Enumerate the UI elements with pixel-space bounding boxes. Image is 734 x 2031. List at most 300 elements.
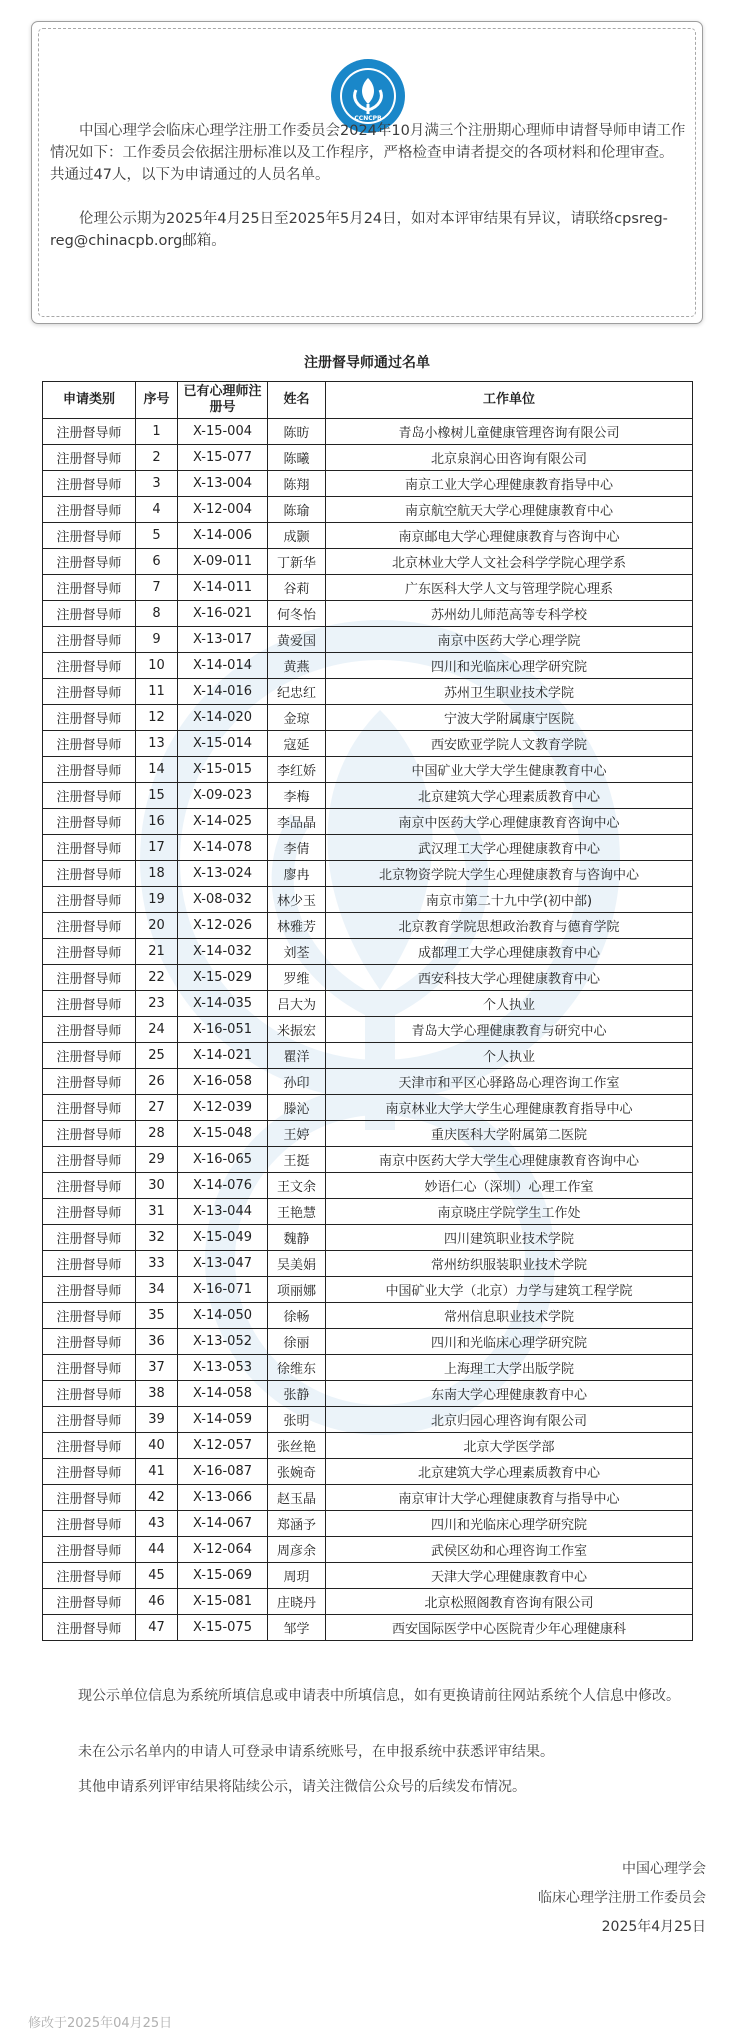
cell-category: 注册督导师 xyxy=(43,549,136,575)
cell-registration-id: X-16-058 xyxy=(178,1069,268,1095)
cell-name: 廖冉 xyxy=(268,861,326,887)
cell-name: 张静 xyxy=(268,1381,326,1407)
cell-category: 注册督导师 xyxy=(43,1017,136,1043)
cell-registration-id: X-13-047 xyxy=(178,1251,268,1277)
cell-registration-id: X-13-024 xyxy=(178,861,268,887)
header-category: 申请类别 xyxy=(43,382,136,419)
cell-registration-id: X-14-058 xyxy=(178,1381,268,1407)
cell-workplace: 南京晓庄学院学生工作处 xyxy=(326,1199,693,1225)
table-row xyxy=(43,679,693,705)
cell-registration-id: X-14-011 xyxy=(178,575,268,601)
cell-workplace: 苏州幼儿师范高等专科学校 xyxy=(326,601,693,627)
cell-category: 注册督导师 xyxy=(43,627,136,653)
cell-workplace: 上海理工大学出版学院 xyxy=(326,1355,693,1381)
cell-registration-id: X-14-006 xyxy=(178,523,268,549)
cell-workplace: 南京中医药大学心理健康教育咨询中心 xyxy=(326,809,693,835)
cell-category: 注册督导师 xyxy=(43,1121,136,1147)
cell-category: 注册督导师 xyxy=(43,601,136,627)
table-row xyxy=(43,1459,693,1485)
cell-category: 注册督导师 xyxy=(43,419,136,445)
cell-name: 项丽娜 xyxy=(268,1277,326,1303)
cell-name: 周彦余 xyxy=(268,1537,326,1563)
table-row xyxy=(43,1043,693,1069)
cell-name: 黄爱国 xyxy=(268,627,326,653)
cell-name: 吕大为 xyxy=(268,991,326,1017)
table-row xyxy=(43,991,693,1017)
cell-registration-id: X-15-069 xyxy=(178,1563,268,1589)
cell-registration-id: X-14-050 xyxy=(178,1303,268,1329)
cell-workplace: 北京松照阁教育咨询有限公司 xyxy=(326,1589,693,1615)
cell-name: 寇延 xyxy=(268,731,326,757)
cell-category: 注册督导师 xyxy=(43,1615,136,1641)
cell-number: 16 xyxy=(136,809,178,835)
cell-name: 张丝艳 xyxy=(268,1433,326,1459)
cell-workplace: 南京邮电大学心理健康教育与咨询中心 xyxy=(326,523,693,549)
cell-name: 郑涵予 xyxy=(268,1511,326,1537)
cell-category: 注册督导师 xyxy=(43,1589,136,1615)
cell-number: 41 xyxy=(136,1459,178,1485)
table-row xyxy=(43,1303,693,1329)
cell-number: 6 xyxy=(136,549,178,575)
cell-workplace: 重庆医科大学附属第二医院 xyxy=(326,1121,693,1147)
cell-category: 注册督导师 xyxy=(43,653,136,679)
table-row xyxy=(43,731,693,757)
cell-category: 注册督导师 xyxy=(43,445,136,471)
cell-number: 30 xyxy=(136,1173,178,1199)
cell-category: 注册督导师 xyxy=(43,1173,136,1199)
cell-name: 林雅芳 xyxy=(268,913,326,939)
cell-name: 陈曦 xyxy=(268,445,326,471)
cell-name: 谷莉 xyxy=(268,575,326,601)
cell-registration-id: X-15-014 xyxy=(178,731,268,757)
cell-category: 注册督导师 xyxy=(43,783,136,809)
cell-category: 注册督导师 xyxy=(43,1511,136,1537)
cell-number: 2 xyxy=(136,445,178,471)
table-row xyxy=(43,783,693,809)
cell-name: 徐丽 xyxy=(268,1329,326,1355)
cell-number: 42 xyxy=(136,1485,178,1511)
cell-registration-id: X-08-032 xyxy=(178,887,268,913)
cell-number: 3 xyxy=(136,471,178,497)
table-row xyxy=(43,419,693,445)
cell-number: 47 xyxy=(136,1615,178,1641)
cell-workplace: 天津大学心理健康教育中心 xyxy=(326,1563,693,1589)
cell-number: 43 xyxy=(136,1511,178,1537)
cell-number: 40 xyxy=(136,1433,178,1459)
cell-registration-id: X-15-048 xyxy=(178,1121,268,1147)
table-row xyxy=(43,1095,693,1121)
signature-org-1: 中国心理学会 xyxy=(622,1861,706,1877)
cell-category: 注册督导师 xyxy=(43,861,136,887)
cell-name: 邹学 xyxy=(268,1615,326,1641)
cell-category: 注册督导师 xyxy=(43,913,136,939)
cell-name: 成颢 xyxy=(268,523,326,549)
table-title: 注册督导师通过名单 xyxy=(304,355,430,371)
cell-workplace: 西安科技大学心理健康教育中心 xyxy=(326,965,693,991)
cell-workplace: 青岛大学心理健康教育与研究中心 xyxy=(326,1017,693,1043)
table-row xyxy=(43,887,693,913)
cell-category: 注册督导师 xyxy=(43,497,136,523)
cell-category: 注册督导师 xyxy=(43,965,136,991)
cell-category: 注册督导师 xyxy=(43,1095,136,1121)
cell-number: 34 xyxy=(136,1277,178,1303)
cell-name: 吴美娟 xyxy=(268,1251,326,1277)
cell-number: 23 xyxy=(136,991,178,1017)
cell-number: 27 xyxy=(136,1095,178,1121)
cell-workplace: 四川和光临床心理学研究院 xyxy=(326,653,693,679)
cell-category: 注册督导师 xyxy=(43,1485,136,1511)
cell-workplace: 个人执业 xyxy=(326,991,693,1017)
cell-number: 14 xyxy=(136,757,178,783)
cell-registration-id: X-09-011 xyxy=(178,549,268,575)
cell-name: 王文余 xyxy=(268,1173,326,1199)
cell-workplace: 北京大学医学部 xyxy=(326,1433,693,1459)
cell-registration-id: X-13-017 xyxy=(178,627,268,653)
logo-wordmark: CCNCPB xyxy=(354,115,382,122)
table-row xyxy=(43,835,693,861)
table-row xyxy=(43,471,693,497)
cell-category: 注册督导师 xyxy=(43,1069,136,1095)
cell-registration-id: X-14-035 xyxy=(178,991,268,1017)
cell-name: 周玥 xyxy=(268,1563,326,1589)
cell-registration-id: X-15-029 xyxy=(178,965,268,991)
cell-category: 注册督导师 xyxy=(43,1303,136,1329)
cell-number: 18 xyxy=(136,861,178,887)
cell-category: 注册督导师 xyxy=(43,1433,136,1459)
table-row xyxy=(43,1173,693,1199)
cell-workplace: 四川和光临床心理学研究院 xyxy=(326,1511,693,1537)
cell-name: 何冬怡 xyxy=(268,601,326,627)
cell-category: 注册督导师 xyxy=(43,1563,136,1589)
cell-category: 注册督导师 xyxy=(43,523,136,549)
cell-name: 陈昉 xyxy=(268,419,326,445)
cell-number: 44 xyxy=(136,1537,178,1563)
cell-category: 注册督导师 xyxy=(43,1329,136,1355)
cell-name: 米振宏 xyxy=(268,1017,326,1043)
table-row xyxy=(43,1355,693,1381)
cell-number: 21 xyxy=(136,939,178,965)
cell-registration-id: X-14-025 xyxy=(178,809,268,835)
footer-paragraph-2: 未在公示名单内的申请人可登录申请系统账号，在申报系统中获悉评审结果。 xyxy=(78,1744,554,1760)
table-header-row xyxy=(43,382,693,419)
table-row xyxy=(43,809,693,835)
cell-workplace: 北京归园心理咨询有限公司 xyxy=(326,1407,693,1433)
cell-workplace: 宁波大学附属康宁医院 xyxy=(326,705,693,731)
cell-number: 31 xyxy=(136,1199,178,1225)
table-row xyxy=(43,1563,693,1589)
cell-number: 46 xyxy=(136,1589,178,1615)
cell-registration-id: X-16-087 xyxy=(178,1459,268,1485)
table-row xyxy=(43,601,693,627)
cell-registration-id: X-12-057 xyxy=(178,1433,268,1459)
cell-workplace: 南京中医药大学心理学院 xyxy=(326,627,693,653)
cell-name: 张婉奇 xyxy=(268,1459,326,1485)
cell-category: 注册督导师 xyxy=(43,1537,136,1563)
cell-number: 33 xyxy=(136,1251,178,1277)
signature-date: 2025年4月25日 xyxy=(601,1919,706,1935)
cell-workplace: 个人执业 xyxy=(326,1043,693,1069)
cell-workplace: 苏州卫生职业技术学院 xyxy=(326,679,693,705)
cell-category: 注册督导师 xyxy=(43,991,136,1017)
cell-number: 10 xyxy=(136,653,178,679)
cell-workplace: 青岛小橡树儿童健康管理咨询有限公司 xyxy=(326,419,693,445)
cell-workplace: 北京物资学院大学生心理健康教育与咨询中心 xyxy=(326,861,693,887)
cell-category: 注册督导师 xyxy=(43,1225,136,1251)
table-body xyxy=(43,419,693,1641)
table-row xyxy=(43,1147,693,1173)
cell-category: 注册督导师 xyxy=(43,809,136,835)
cell-number: 28 xyxy=(136,1121,178,1147)
table-row xyxy=(43,913,693,939)
cell-workplace: 北京泉润心田咨询有限公司 xyxy=(326,445,693,471)
table-row xyxy=(43,757,693,783)
cell-category: 注册督导师 xyxy=(43,939,136,965)
cell-workplace: 南京审计大学心理健康教育与指导中心 xyxy=(326,1485,693,1511)
cell-workplace: 南京林业大学大学生心理健康教育指导中心 xyxy=(326,1095,693,1121)
cell-workplace: 中国矿业大学（北京）力学与建筑工程学院 xyxy=(326,1277,693,1303)
cell-name: 林少玉 xyxy=(268,887,326,913)
cell-name: 孙印 xyxy=(268,1069,326,1095)
cell-name: 李红娇 xyxy=(268,757,326,783)
cell-category: 注册督导师 xyxy=(43,1277,136,1303)
table-row xyxy=(43,653,693,679)
cell-category: 注册督导师 xyxy=(43,705,136,731)
cell-category: 注册督导师 xyxy=(43,731,136,757)
cell-workplace: 中国矿业大学大学生健康教育中心 xyxy=(326,757,693,783)
cell-registration-id: X-12-039 xyxy=(178,1095,268,1121)
cell-category: 注册督导师 xyxy=(43,1251,136,1277)
cell-registration-id: X-14-016 xyxy=(178,679,268,705)
cell-number: 1 xyxy=(136,419,178,445)
table-row xyxy=(43,1589,693,1615)
cell-workplace: 南京航空航天大学心理健康教育中心 xyxy=(326,497,693,523)
cell-category: 注册督导师 xyxy=(43,679,136,705)
cell-name: 罗维 xyxy=(268,965,326,991)
table-row xyxy=(43,1121,693,1147)
cell-number: 29 xyxy=(136,1147,178,1173)
cell-registration-id: X-15-004 xyxy=(178,419,268,445)
table-row xyxy=(43,1485,693,1511)
table-row xyxy=(43,445,693,471)
cell-workplace: 武汉理工大学心理健康教育中心 xyxy=(326,835,693,861)
table-row xyxy=(43,549,693,575)
cell-workplace: 成都理工大学心理健康教育中心 xyxy=(326,939,693,965)
cell-number: 8 xyxy=(136,601,178,627)
cell-workplace: 南京市第二十九中学(初中部) xyxy=(326,887,693,913)
cell-number: 35 xyxy=(136,1303,178,1329)
cell-name: 陈翔 xyxy=(268,471,326,497)
cell-registration-id: X-16-051 xyxy=(178,1017,268,1043)
cell-number: 36 xyxy=(136,1329,178,1355)
cell-number: 7 xyxy=(136,575,178,601)
cell-registration-id: X-14-014 xyxy=(178,653,268,679)
cell-number: 37 xyxy=(136,1355,178,1381)
cell-category: 注册督导师 xyxy=(43,1043,136,1069)
table-row xyxy=(43,1433,693,1459)
cell-registration-id: X-16-065 xyxy=(178,1147,268,1173)
cell-registration-id: X-14-078 xyxy=(178,835,268,861)
cell-category: 注册督导师 xyxy=(43,1459,136,1485)
cell-category: 注册督导师 xyxy=(43,575,136,601)
cell-name: 王挺 xyxy=(268,1147,326,1173)
cell-number: 39 xyxy=(136,1407,178,1433)
cell-name: 魏静 xyxy=(268,1225,326,1251)
cell-category: 注册督导师 xyxy=(43,835,136,861)
cell-category: 注册督导师 xyxy=(43,1407,136,1433)
table-row xyxy=(43,1381,693,1407)
table-row xyxy=(43,627,693,653)
modified-date: 修改于2025年04月25日 xyxy=(28,2016,173,2031)
table-row xyxy=(43,1511,693,1537)
cell-workplace: 武侯区幼和心理咨询工作室 xyxy=(326,1537,693,1563)
cell-name: 庄晓丹 xyxy=(268,1589,326,1615)
cell-registration-id: X-12-026 xyxy=(178,913,268,939)
cell-category: 注册督导师 xyxy=(43,471,136,497)
table-row xyxy=(43,1017,693,1043)
signature-org-2: 临床心理学注册工作委员会 xyxy=(538,1890,706,1906)
cell-workplace: 天津市和平区心驿路岛心理咨询工作室 xyxy=(326,1069,693,1095)
cell-name: 王艳慧 xyxy=(268,1199,326,1225)
cell-name: 李品晶 xyxy=(268,809,326,835)
cell-registration-id: X-15-049 xyxy=(178,1225,268,1251)
cell-number: 20 xyxy=(136,913,178,939)
table-row xyxy=(43,1537,693,1563)
table-row xyxy=(43,1277,693,1303)
supervisor-table xyxy=(42,381,693,1641)
cell-name: 陈瑜 xyxy=(268,497,326,523)
table-row xyxy=(43,1615,693,1641)
cell-workplace: 北京建筑大学心理素质教育中心 xyxy=(326,783,693,809)
cell-registration-id: X-15-075 xyxy=(178,1615,268,1641)
table-row xyxy=(43,1329,693,1355)
cell-number: 13 xyxy=(136,731,178,757)
cell-name: 金琼 xyxy=(268,705,326,731)
cell-number: 9 xyxy=(136,627,178,653)
cell-number: 32 xyxy=(136,1225,178,1251)
cell-number: 5 xyxy=(136,523,178,549)
cell-registration-id: X-13-004 xyxy=(178,471,268,497)
cell-registration-id: X-12-004 xyxy=(178,497,268,523)
cell-number: 17 xyxy=(136,835,178,861)
cell-registration-id: X-15-077 xyxy=(178,445,268,471)
cell-number: 22 xyxy=(136,965,178,991)
cell-workplace: 南京中医药大学大学生心理健康教育咨询中心 xyxy=(326,1147,693,1173)
cell-workplace: 南京工业大学心理健康教育指导中心 xyxy=(326,471,693,497)
header-name: 姓名 xyxy=(268,382,326,419)
table-row xyxy=(43,965,693,991)
footer-paragraph-3: 其他申请系列评审结果将陆续公示，请关注微信公众号的后续发布情况。 xyxy=(78,1779,526,1795)
cell-registration-id: X-14-059 xyxy=(178,1407,268,1433)
cell-category: 注册督导师 xyxy=(43,1199,136,1225)
cell-category: 注册督导师 xyxy=(43,887,136,913)
notice-paragraph-1: 中国心理学会临床心理学注册工作委员会2024年10月满三个注册期心理师申请督导师申请工作情况如下：工作委员会依据注册标准以及工作程序，严格检查申请者提交的各项材料和伦理审查。共通过47人，以下为申请通过的人员名单。 xyxy=(50,123,686,183)
cell-workplace: 西安欧亚学院人文教育学院 xyxy=(326,731,693,757)
table-row xyxy=(43,1251,693,1277)
cell-name: 李倩 xyxy=(268,835,326,861)
cell-workplace: 北京建筑大学心理素质教育中心 xyxy=(326,1459,693,1485)
cell-name: 王婷 xyxy=(268,1121,326,1147)
cell-workplace: 广东医科大学人文与管理学院心理系 xyxy=(326,575,693,601)
table-row xyxy=(43,939,693,965)
cell-number: 4 xyxy=(136,497,178,523)
footer-paragraph-1: 现公示单位信息为系统所填信息或申请表中所填信息，如有更换请前往网站系统个人信息中修改。 xyxy=(78,1688,680,1704)
cell-workplace: 东南大学心理健康教育中心 xyxy=(326,1381,693,1407)
cell-registration-id: X-13-053 xyxy=(178,1355,268,1381)
cell-registration-id: X-14-020 xyxy=(178,705,268,731)
cell-registration-id: X-13-052 xyxy=(178,1329,268,1355)
cell-number: 26 xyxy=(136,1069,178,1095)
cell-name: 赵玉晶 xyxy=(268,1485,326,1511)
cell-category: 注册督导师 xyxy=(43,757,136,783)
cell-registration-id: X-14-032 xyxy=(178,939,268,965)
cell-name: 刘荃 xyxy=(268,939,326,965)
table-row xyxy=(43,1225,693,1251)
cell-category: 注册督导师 xyxy=(43,1355,136,1381)
table-row xyxy=(43,705,693,731)
cell-name: 黄燕 xyxy=(268,653,326,679)
cell-workplace: 妙语仁心（深圳）心理工作室 xyxy=(326,1173,693,1199)
header-registration-id: 已有心理师注册号 xyxy=(178,382,268,419)
cell-name: 瞿洋 xyxy=(268,1043,326,1069)
cell-number: 12 xyxy=(136,705,178,731)
cell-number: 19 xyxy=(136,887,178,913)
cell-name: 徐畅 xyxy=(268,1303,326,1329)
cell-name: 张明 xyxy=(268,1407,326,1433)
cell-registration-id: X-15-081 xyxy=(178,1589,268,1615)
cell-registration-id: X-13-044 xyxy=(178,1199,268,1225)
cell-registration-id: X-16-021 xyxy=(178,601,268,627)
cell-number: 25 xyxy=(136,1043,178,1069)
cell-registration-id: X-14-076 xyxy=(178,1173,268,1199)
cell-workplace: 四川和光临床心理学研究院 xyxy=(326,1329,693,1355)
cell-name: 滕沁 xyxy=(268,1095,326,1121)
table-row xyxy=(43,861,693,887)
table-row xyxy=(43,1199,693,1225)
notice-paragraph-2: 伦理公示期为2025年4月25日至2025年5月24日，如对本评审结果有异议，请联络cpsreg-reg@chinacpb.org邮箱。 xyxy=(50,211,668,249)
cell-registration-id: X-16-071 xyxy=(178,1277,268,1303)
cell-registration-id: X-14-067 xyxy=(178,1511,268,1537)
table-row xyxy=(43,1407,693,1433)
cell-name: 丁新华 xyxy=(268,549,326,575)
table-row xyxy=(43,523,693,549)
cell-registration-id: X-12-064 xyxy=(178,1537,268,1563)
cell-workplace: 常州纺织服装职业技术学院 xyxy=(326,1251,693,1277)
cell-registration-id: X-13-066 xyxy=(178,1485,268,1511)
cell-number: 38 xyxy=(136,1381,178,1407)
cell-number: 11 xyxy=(136,679,178,705)
cell-number: 45 xyxy=(136,1563,178,1589)
cell-workplace: 北京教育学院思想政治教育与德育学院 xyxy=(326,913,693,939)
cell-registration-id: X-14-021 xyxy=(178,1043,268,1069)
cell-registration-id: X-09-023 xyxy=(178,783,268,809)
cell-registration-id: X-15-015 xyxy=(178,757,268,783)
cell-category: 注册督导师 xyxy=(43,1147,136,1173)
cell-workplace: 北京林业大学人文社会科学学院心理学系 xyxy=(326,549,693,575)
table-row xyxy=(43,1069,693,1095)
cell-name: 李梅 xyxy=(268,783,326,809)
header-number: 序号 xyxy=(136,382,178,419)
cell-number: 15 xyxy=(136,783,178,809)
cell-category: 注册督导师 xyxy=(43,1381,136,1407)
table-row xyxy=(43,497,693,523)
cell-workplace: 西安国际医学中心医院青少年心理健康科 xyxy=(326,1615,693,1641)
header-workplace: 工作单位 xyxy=(326,382,693,419)
cell-workplace: 常州信息职业技术学院 xyxy=(326,1303,693,1329)
cell-workplace: 四川建筑职业技术学院 xyxy=(326,1225,693,1251)
cell-number: 24 xyxy=(136,1017,178,1043)
table-row xyxy=(43,575,693,601)
cell-name: 徐维东 xyxy=(268,1355,326,1381)
